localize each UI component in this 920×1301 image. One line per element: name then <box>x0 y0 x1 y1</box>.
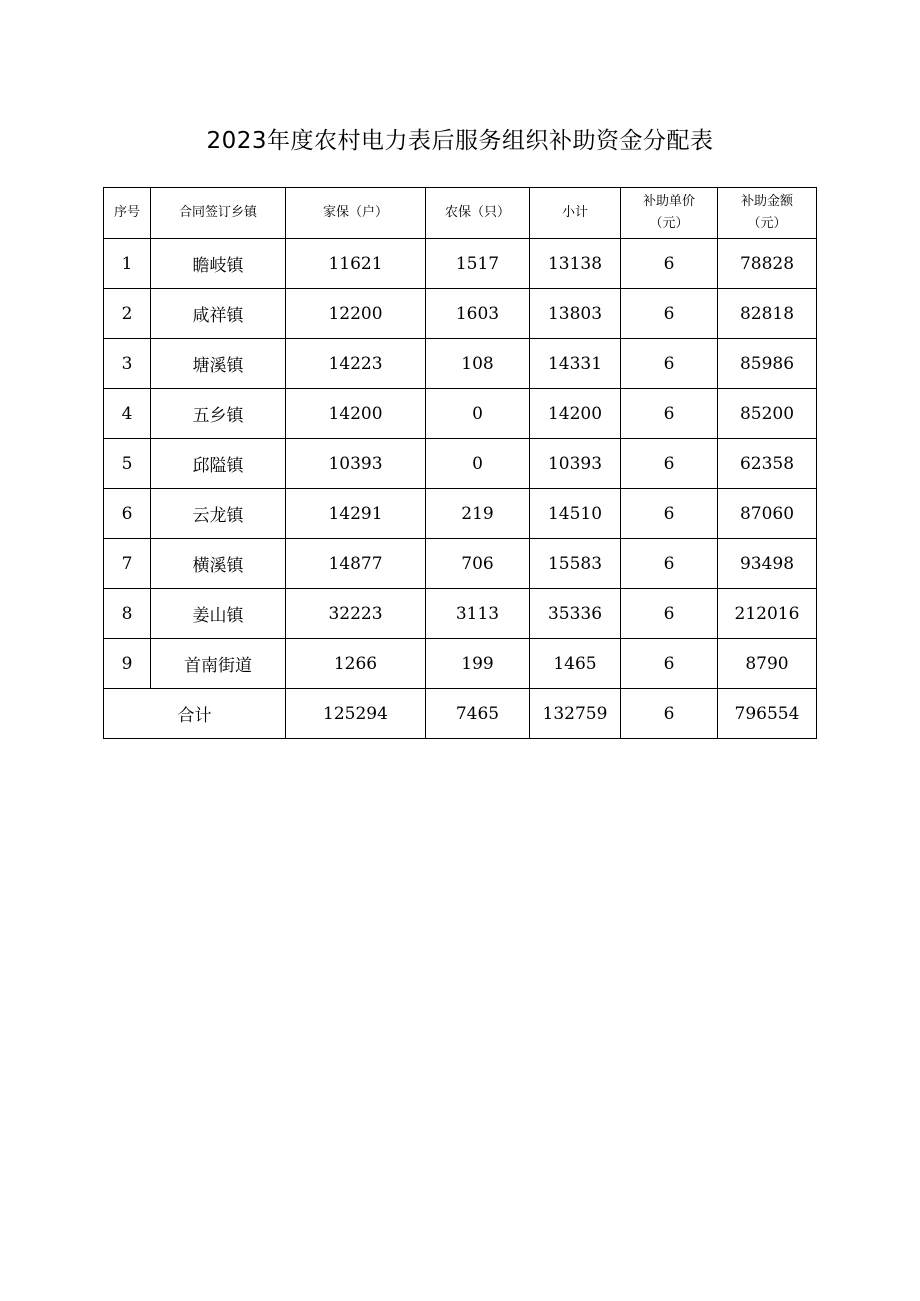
allocation-table <box>103 187 817 739</box>
header-subsidy-amount-line2: （元） <box>747 216 787 231</box>
cell-amount: 85986 <box>718 339 817 389</box>
cell-town: 邱隘镇 <box>151 439 286 489</box>
table-row <box>104 539 817 589</box>
cell-farm: 199 <box>426 639 530 689</box>
header-subsidy-amount <box>718 188 817 239</box>
cell-home: 1266 <box>286 639 426 689</box>
header-subsidy-amount-line1: 补助金额 <box>740 194 793 209</box>
total-home: 125294 <box>286 689 426 739</box>
cell-seq: 4 <box>104 389 151 439</box>
cell-town: 五乡镇 <box>151 389 286 439</box>
header-farm-insurance: 农保（只） <box>426 188 530 239</box>
cell-home: 14200 <box>286 389 426 439</box>
table-row <box>104 639 817 689</box>
cell-home: 10393 <box>286 439 426 489</box>
cell-subtotal: 15583 <box>530 539 621 589</box>
total-row <box>104 689 817 739</box>
cell-price: 6 <box>621 489 718 539</box>
cell-price: 6 <box>621 239 718 289</box>
cell-home: 14877 <box>286 539 426 589</box>
cell-price: 6 <box>621 339 718 389</box>
total-price: 6 <box>621 689 718 739</box>
cell-subtotal: 14510 <box>530 489 621 539</box>
cell-price: 6 <box>621 589 718 639</box>
header-row <box>104 188 817 239</box>
cell-amount: 93498 <box>718 539 817 589</box>
cell-subtotal: 13803 <box>530 289 621 339</box>
total-subtotal: 132759 <box>530 689 621 739</box>
cell-subtotal: 14200 <box>530 389 621 439</box>
cell-town: 姜山镇 <box>151 589 286 639</box>
cell-town: 咸祥镇 <box>151 289 286 339</box>
cell-farm: 1517 <box>426 239 530 289</box>
cell-farm: 0 <box>426 439 530 489</box>
cell-farm: 219 <box>426 489 530 539</box>
cell-price: 6 <box>621 539 718 589</box>
cell-price: 6 <box>621 289 718 339</box>
cell-amount: 8790 <box>718 639 817 689</box>
table-row <box>104 489 817 539</box>
table-row <box>104 289 817 339</box>
total-label: 合计 <box>104 689 286 739</box>
cell-price: 6 <box>621 439 718 489</box>
cell-home: 14223 <box>286 339 426 389</box>
cell-seq: 9 <box>104 639 151 689</box>
cell-subtotal: 35336 <box>530 589 621 639</box>
table-row <box>104 439 817 489</box>
cell-farm: 108 <box>426 339 530 389</box>
total-amount: 796554 <box>718 689 817 739</box>
cell-subtotal: 14331 <box>530 339 621 389</box>
cell-amount: 82818 <box>718 289 817 339</box>
header-home-insurance: 家保（户） <box>286 188 426 239</box>
header-unit-price <box>621 188 718 239</box>
cell-home: 12200 <box>286 289 426 339</box>
cell-town: 塘溪镇 <box>151 339 286 389</box>
table-row <box>104 239 817 289</box>
cell-subtotal: 10393 <box>530 439 621 489</box>
cell-town: 横溪镇 <box>151 539 286 589</box>
cell-farm: 0 <box>426 389 530 439</box>
cell-amount: 85200 <box>718 389 817 439</box>
cell-amount: 78828 <box>718 239 817 289</box>
cell-seq: 2 <box>104 289 151 339</box>
cell-town: 首南街道 <box>151 639 286 689</box>
total-farm: 7465 <box>426 689 530 739</box>
table-row <box>104 589 817 639</box>
cell-farm: 1603 <box>426 289 530 339</box>
cell-seq: 7 <box>104 539 151 589</box>
cell-subtotal: 13138 <box>530 239 621 289</box>
cell-seq: 6 <box>104 489 151 539</box>
cell-home: 32223 <box>286 589 426 639</box>
cell-farm: 706 <box>426 539 530 589</box>
cell-price: 6 <box>621 639 718 689</box>
cell-town: 瞻岐镇 <box>151 239 286 289</box>
cell-town: 云龙镇 <box>151 489 286 539</box>
cell-home: 14291 <box>286 489 426 539</box>
table-row <box>104 339 817 389</box>
cell-amount: 87060 <box>718 489 817 539</box>
cell-seq: 1 <box>104 239 151 289</box>
cell-seq: 3 <box>104 339 151 389</box>
header-seq: 序号 <box>104 188 151 239</box>
cell-seq: 5 <box>104 439 151 489</box>
cell-farm: 3113 <box>426 589 530 639</box>
cell-amount: 62358 <box>718 439 817 489</box>
header-town: 合同签订乡镇 <box>151 188 286 239</box>
header-unit-price-line1: 补助单价 <box>642 194 695 209</box>
table-row <box>104 389 817 439</box>
cell-subtotal: 1465 <box>530 639 621 689</box>
cell-home: 11621 <box>286 239 426 289</box>
document-title: 2023年度农村电力表后服务组织补助资金分配表 <box>206 128 714 154</box>
cell-seq: 8 <box>104 589 151 639</box>
cell-amount: 212016 <box>718 589 817 639</box>
header-unit-price-line2: （元） <box>649 216 689 231</box>
cell-price: 6 <box>621 389 718 439</box>
header-subtotal: 小计 <box>530 188 621 239</box>
